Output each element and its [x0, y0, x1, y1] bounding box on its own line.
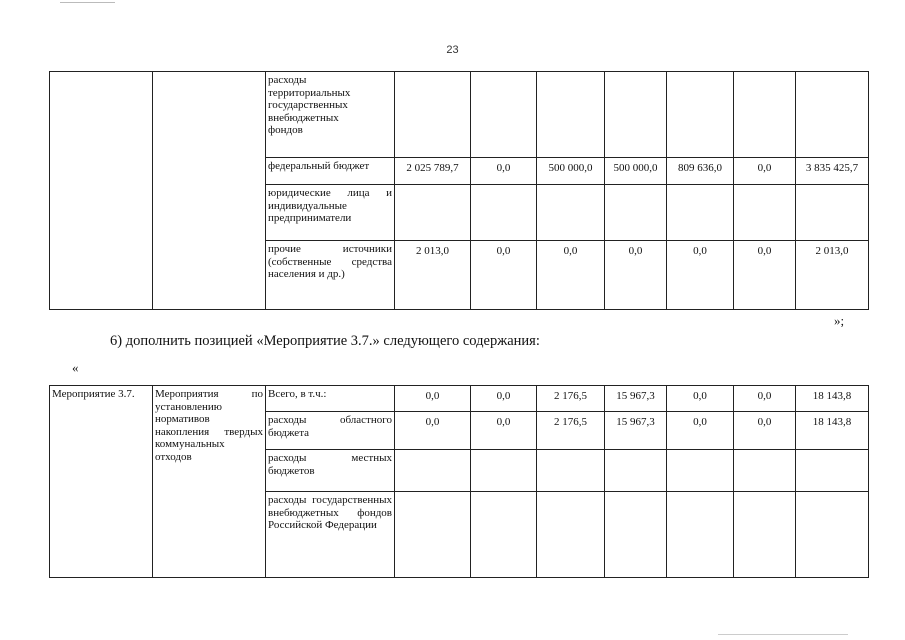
- value-cell: [667, 72, 734, 158]
- total-cell: 18 143,8: [796, 386, 869, 412]
- value-cell: [537, 492, 605, 578]
- value-cell: 500 000,0: [537, 158, 605, 185]
- value-cell: [471, 492, 537, 578]
- value-cell: 0,0: [734, 412, 796, 450]
- value-cell: 809 636,0: [667, 158, 734, 185]
- value-cell: [734, 450, 796, 492]
- value-cell: 0,0: [395, 412, 471, 450]
- value-cell: 0,0: [734, 158, 796, 185]
- value-cell: 0,0: [667, 241, 734, 310]
- description-cell-empty: [153, 72, 266, 310]
- total-cell: [796, 450, 869, 492]
- closing-quote: »;: [834, 313, 845, 328]
- measure-label-cell: Мероприятие 3.7.: [50, 386, 153, 578]
- opening-quote: «: [72, 360, 79, 375]
- value-cell: [537, 72, 605, 158]
- value-cell: 2 025 789,7: [395, 158, 471, 185]
- total-cell: 3 835 425,7: [796, 158, 869, 185]
- value-cell: [471, 185, 537, 241]
- value-cell: [734, 492, 796, 578]
- source-cell: расходы государственных внебюджетных фондов Российской Федерации: [266, 492, 395, 578]
- value-cell: 0,0: [471, 386, 537, 412]
- value-cell: 0,0: [537, 241, 605, 310]
- source-cell: расходы территориальных государственных внебюджетных фондов: [266, 72, 395, 158]
- scan-artifact-line: [718, 634, 848, 635]
- value-cell: [537, 185, 605, 241]
- value-cell: [667, 450, 734, 492]
- value-cell: 2 176,5: [537, 386, 605, 412]
- source-cell: Всего, в т.ч.:: [266, 386, 395, 412]
- value-cell: 0,0: [605, 241, 667, 310]
- value-cell: [471, 450, 537, 492]
- value-cell: 2 013,0: [395, 241, 471, 310]
- value-cell: 2 176,5: [537, 412, 605, 450]
- value-cell: [395, 185, 471, 241]
- source-cell: прочие источники (собственные средства населения и др.): [266, 241, 395, 310]
- value-cell: 0,0: [667, 386, 734, 412]
- value-cell: [395, 492, 471, 578]
- value-cell: [537, 450, 605, 492]
- value-cell: 0,0: [734, 386, 796, 412]
- value-cell: 0,0: [734, 241, 796, 310]
- total-cell: 18 143,8: [796, 412, 869, 450]
- value-cell: [605, 492, 667, 578]
- source-cell: юридические лица и индивидуальные предприниматели: [266, 185, 395, 241]
- total-cell: 2 013,0: [796, 241, 869, 310]
- source-cell: расходы местных бюджетов: [266, 450, 395, 492]
- value-cell: 15 967,3: [605, 386, 667, 412]
- value-cell: [734, 185, 796, 241]
- measure-cell-empty: [50, 72, 153, 310]
- amendment-instruction: 6) дополнить позицией «Мероприятие 3.7.» следующего содержания:: [110, 333, 540, 349]
- value-cell: 0,0: [395, 386, 471, 412]
- value-cell: [605, 185, 667, 241]
- value-cell: 15 967,3: [605, 412, 667, 450]
- measure-description-cell: Мероприятия по установлению нормативов накопления твердых коммунальных отходов: [153, 386, 266, 578]
- value-cell: [605, 72, 667, 158]
- value-cell: [667, 492, 734, 578]
- funding-table-continuation: [49, 71, 869, 310]
- value-cell: [395, 450, 471, 492]
- page-number: 23: [446, 44, 459, 56]
- source-cell: федеральный бюджет: [266, 158, 395, 185]
- value-cell: [395, 72, 471, 158]
- measure-3-7-table: [49, 385, 869, 578]
- source-cell: расходы областного бюджета: [266, 412, 395, 450]
- total-cell: [796, 492, 869, 578]
- value-cell: 0,0: [667, 412, 734, 450]
- value-cell: 0,0: [471, 241, 537, 310]
- value-cell: 0,0: [471, 158, 537, 185]
- total-cell: [796, 72, 869, 158]
- table-row: [50, 386, 869, 412]
- value-cell: 0,0: [471, 412, 537, 450]
- value-cell: [471, 72, 537, 158]
- total-cell: [796, 185, 869, 241]
- value-cell: 500 000,0: [605, 158, 667, 185]
- value-cell: [667, 185, 734, 241]
- value-cell: [734, 72, 796, 158]
- table-row: [50, 72, 869, 158]
- value-cell: [605, 450, 667, 492]
- scan-artifact-line: [60, 2, 115, 3]
